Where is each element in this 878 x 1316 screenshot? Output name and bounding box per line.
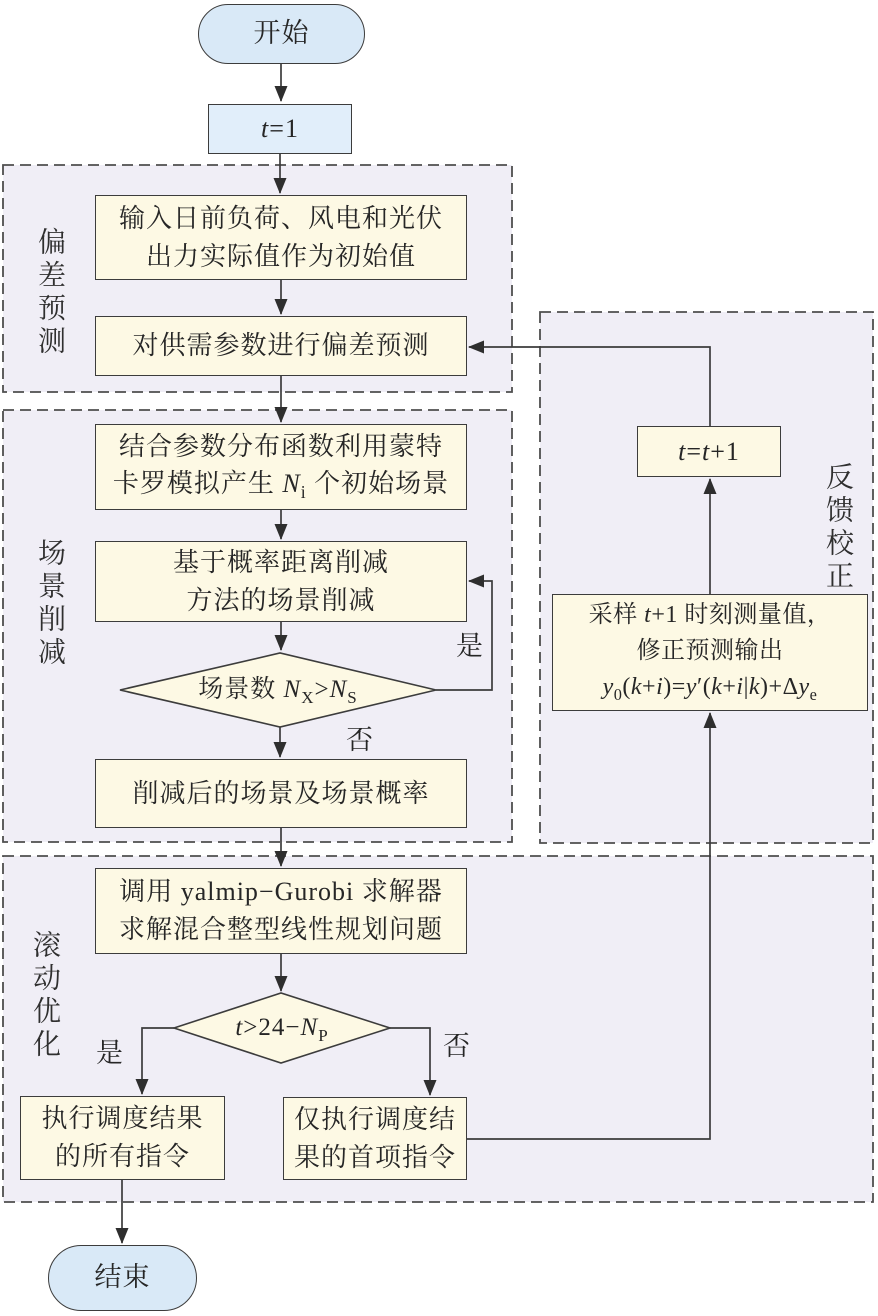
step-input-initial-values — [95, 195, 467, 280]
monte-line1: 结合参数分布函数利用蒙特 — [118, 431, 443, 461]
execall-line1: 执行调度结果 — [41, 1104, 204, 1134]
start-terminal — [198, 4, 365, 64]
solver-line2: 求解混合整型线性规划问题 — [118, 915, 443, 944]
step-execute-all — [20, 1096, 225, 1180]
solver-line1: 调用 yalmip−Gurobi 求解器 — [119, 877, 443, 907]
start-label: 开始 — [253, 18, 310, 49]
reduced-result-label: 削减后的场景及场景概率 — [132, 778, 430, 808]
time-increment-label: t=t+1 — [678, 436, 740, 466]
execall-line2: 的所有指令 — [54, 1142, 190, 1171]
input-line1: 输入日前负荷、风电和光伏 — [118, 203, 443, 233]
step-time-init — [208, 104, 352, 154]
section-label-rolling-optimization: 滚动优化 — [29, 930, 60, 1062]
input-line2: 出力实际值作为初始值 — [145, 241, 416, 271]
time-init-label: t=1 — [261, 114, 299, 144]
branch-yes-decision2: 是 — [96, 1038, 123, 1068]
step-probability-distance-reduction — [95, 541, 467, 622]
execfirst-line1: 仅执行调度结 — [293, 1104, 456, 1134]
monte-line2: 卡罗模拟产生 $N_i$ 个初始场景 — [112, 469, 450, 503]
step-reduced-scenarios — [95, 759, 467, 828]
reduce-line2: 方法的场景削减 — [186, 585, 376, 615]
step-sample-correction — [552, 594, 868, 711]
step-solver — [95, 868, 467, 954]
decision-horizon-label: $t>24-N_P$ — [235, 1014, 329, 1045]
step-execute-first — [283, 1097, 467, 1180]
reduce-line1: 基于概率距离削减 — [172, 547, 389, 577]
step-time-increment — [637, 426, 781, 477]
step-bias-prediction — [95, 316, 467, 376]
sample-line1: 采样 t+1 时刻测量值， — [588, 602, 832, 629]
sample-line2: 修正预测输出 — [636, 638, 784, 665]
section-label-feedback-correction: 反馈校正 — [822, 462, 853, 594]
step-monte-carlo — [95, 424, 467, 510]
section-label-bias-prediction: 偏差预测 — [34, 227, 65, 359]
execfirst-line2: 果的首项指令 — [293, 1142, 456, 1172]
branch-yes-decision1: 是 — [456, 631, 483, 661]
end-label: 结束 — [94, 1262, 151, 1293]
section-label-scenario-reduction: 场景削减 — [34, 538, 65, 670]
bias-label: 对供需参数进行偏差预测 — [132, 331, 430, 361]
branch-no-decision1: 否 — [346, 725, 373, 755]
decision-scenario-count-label: 场景数 $N_X>N_S$ — [198, 676, 358, 707]
sample-line3: $y_0(k+i)=y'(k+i|k)+\Delta y_e$ — [602, 674, 818, 705]
end-terminal — [48, 1245, 197, 1311]
branch-no-decision2: 否 — [443, 1031, 470, 1061]
